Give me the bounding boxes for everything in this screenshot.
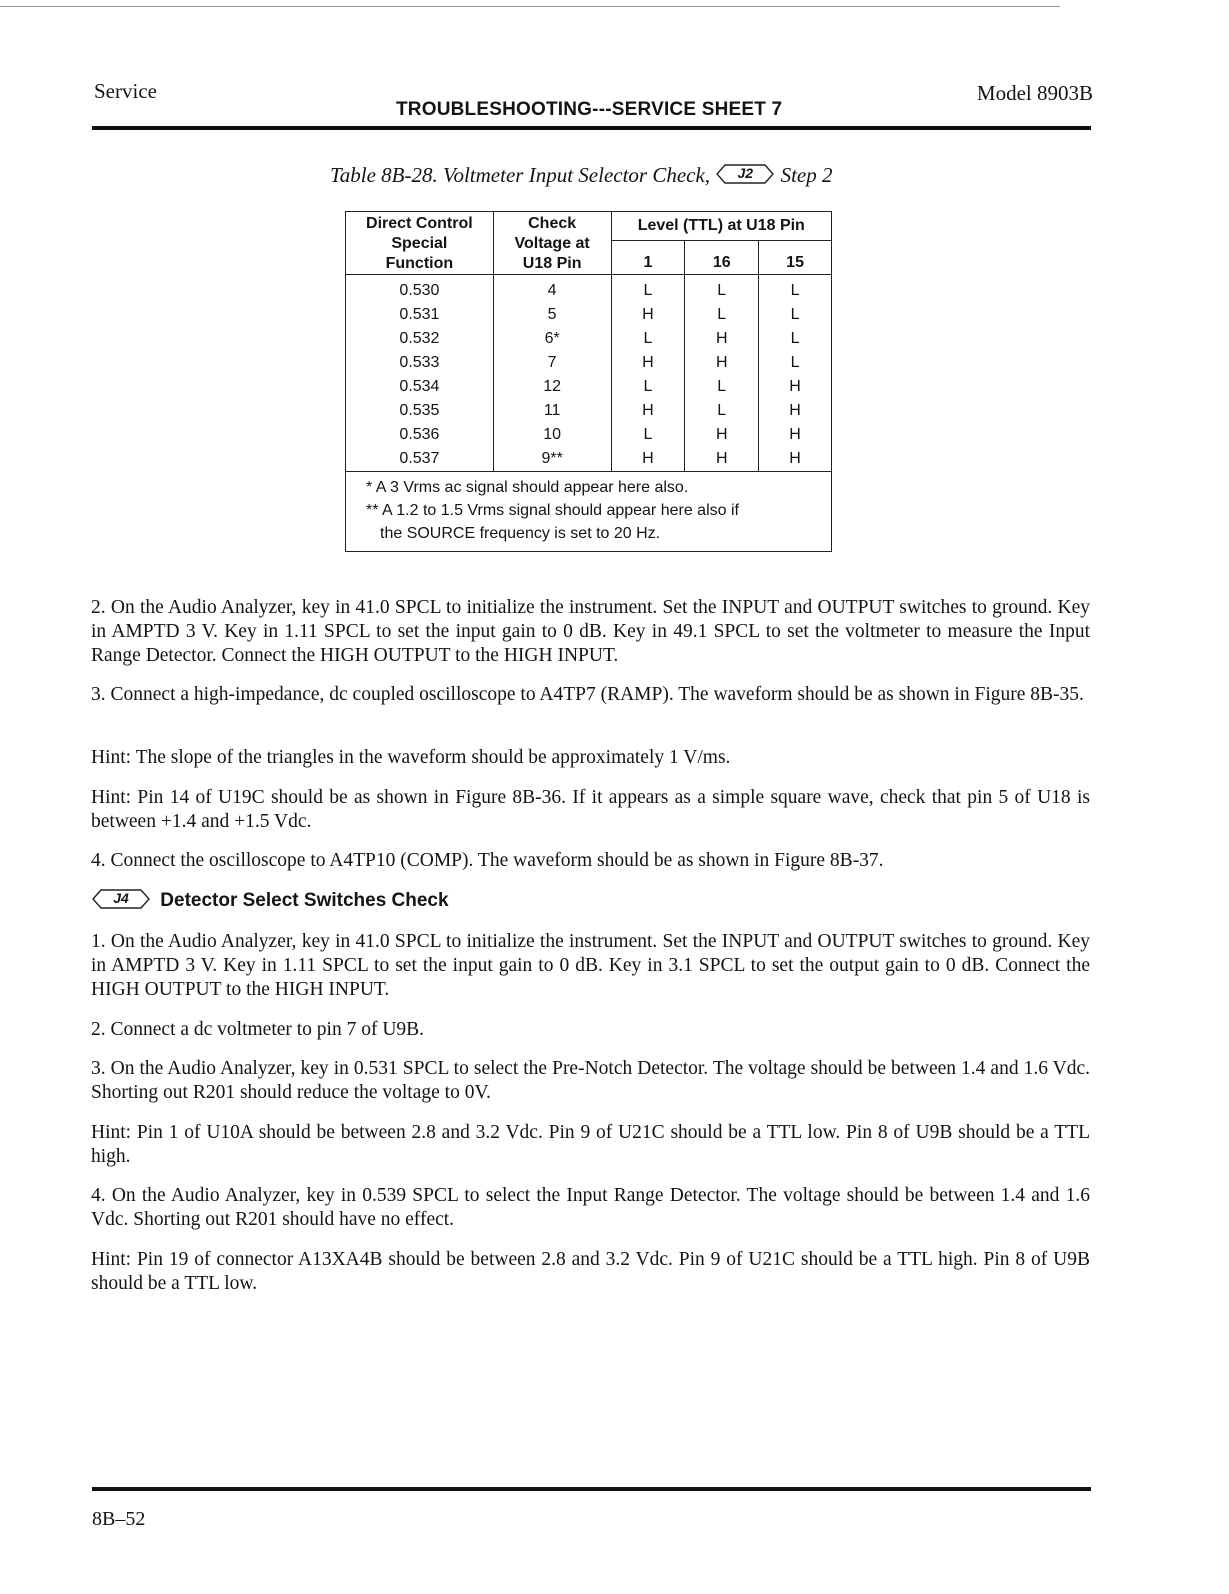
cell-level-16: L xyxy=(685,399,759,423)
cell-level-15: L xyxy=(759,327,832,351)
check-badge-label: J4 xyxy=(113,890,129,906)
cell-level-1: H xyxy=(611,303,685,327)
hint-paragraph: Hint: Pin 14 of U19C should be as shown in Figure 8B-36. If it appears as a simple square wave, check that pin 5 of U18 is between +1.4 and +1.5 Vdc. xyxy=(91,787,1090,832)
header-title: TROUBLESHOOTING---SERVICE SHEET 7 xyxy=(396,99,783,120)
header-model: Model 8903B xyxy=(976,81,1093,105)
cell-pin: 9** xyxy=(493,447,611,472)
col-header-pin-line1: Check xyxy=(528,215,577,232)
cell-pin: 5 xyxy=(493,303,611,327)
cell-level-16: L xyxy=(685,303,759,327)
cell-level-15: H xyxy=(759,375,832,399)
table-row xyxy=(346,275,832,304)
cell-pin: 11 xyxy=(493,399,611,423)
cell-level-1: L xyxy=(611,375,685,399)
cell-level-16: H xyxy=(685,351,759,375)
check-badge-icon xyxy=(91,888,151,910)
cell-level-16: H xyxy=(685,423,759,447)
header-section: Service xyxy=(94,79,157,103)
col-header-function-line3: Function xyxy=(385,255,454,272)
cell-level-1: L xyxy=(611,327,685,351)
table-row xyxy=(346,327,832,351)
col-header-level: Level (TTL) at U18 Pin xyxy=(611,212,831,241)
step-paragraph: 3. Connect a high-impedance, dc coupled oscilloscope to A4TP7 (RAMP). The waveform should be as shown in Figure 8B-35. xyxy=(91,684,1084,705)
cell-level-1: H xyxy=(611,351,685,375)
col-header-pin-line3: U18 Pin xyxy=(522,255,582,272)
cell-level-1: L xyxy=(611,275,685,304)
cell-level-15: L xyxy=(759,275,832,304)
page-number: 8B–52 xyxy=(92,1508,146,1530)
hint-paragraph: Hint: Pin 19 of connector A13XA4B should be between 2.8 and 3.2 Vdc. Pin 9 of U21C should be a TTL high. Pin 8 of U9B should be a TTL low. xyxy=(91,1249,1090,1294)
hint-paragraph: Hint: The slope of the triangles in the waveform should be approximately 1 V/ms. xyxy=(91,747,731,768)
col-header-pin-15: 15 xyxy=(759,241,832,275)
col-header-pin xyxy=(493,212,611,275)
footnote-2: ** A 1.2 to 1.5 Vrms signal should appear here also if xyxy=(366,502,739,519)
caption-text: Table 8B-28. Voltmeter Input Selector Check, xyxy=(330,163,711,187)
table-row xyxy=(346,351,832,375)
step-paragraph: 1. On the Audio Analyzer, key in 41.0 SPCL to initialize the instrument. Set the INPUT and OUTPUT switches to ground. Key in AMPTD 3 V. Key in 1.11 SPCL to set the input gain to 0 dB. Key in 3.1 SPCL to set the output gain to 0 dB. Connect the HIGH OUTPUT to the HIGH INPUT. xyxy=(91,931,1090,1000)
section-heading xyxy=(91,888,449,912)
table-row xyxy=(346,399,832,423)
step-paragraph: 3. On the Audio Analyzer, key in 0.531 SPCL to select the Pre-Notch Detector. The voltage should be between 1.4 and 1.6 Vdc. Shorting out R201 should reduce the voltage to 0V. xyxy=(91,1058,1090,1103)
cell-level-16: H xyxy=(685,327,759,351)
cell-function: 0.533 xyxy=(346,351,494,375)
caption-step: Step 2 xyxy=(780,163,833,187)
cell-level-15: L xyxy=(759,351,832,375)
col-header-pin-16: 16 xyxy=(685,241,759,275)
table-row xyxy=(346,447,832,472)
footnote-1: * A 3 Vrms ac signal should appear here also. xyxy=(366,479,689,496)
col-header-pin-line2: Voltage at xyxy=(514,235,590,252)
col-header-function-line1: Direct Control xyxy=(366,215,473,232)
step-badge-icon xyxy=(715,163,775,185)
cell-pin: 6* xyxy=(493,327,611,351)
cell-function: 0.532 xyxy=(346,327,494,351)
cell-level-16: H xyxy=(685,447,759,472)
cell-pin: 10 xyxy=(493,423,611,447)
cell-level-15: H xyxy=(759,399,832,423)
cell-function: 0.531 xyxy=(346,303,494,327)
cell-function: 0.535 xyxy=(346,399,494,423)
table-row xyxy=(346,423,832,447)
cell-level-15: H xyxy=(759,447,832,472)
col-header-function xyxy=(346,212,494,275)
header-rule xyxy=(92,126,1091,130)
table-footnotes xyxy=(346,472,832,552)
step-paragraph: 4. On the Audio Analyzer, key in 0.539 SPCL to select the Input Range Detector. The voltage should be between 1.4 and 1.6 Vdc. Shorting out R201 should have no effect. xyxy=(91,1185,1090,1230)
table-header-row xyxy=(346,212,832,241)
step-paragraph: 4. Connect the oscilloscope to A4TP10 (COMP). The waveform should be as shown in Figure 8B-37. xyxy=(91,850,884,871)
cell-level-15: H xyxy=(759,423,832,447)
table-row xyxy=(346,303,832,327)
table-row xyxy=(346,375,832,399)
col-header-function-line2: Special xyxy=(391,235,448,252)
cell-pin: 7 xyxy=(493,351,611,375)
cell-pin: 4 xyxy=(493,275,611,304)
cell-level-16: L xyxy=(685,375,759,399)
hint-paragraph: Hint: Pin 1 of U10A should be between 2.8 and 3.2 Vdc. Pin 9 of U21C should be a TTL low. Pin 8 of U9B should be a TTL high. xyxy=(91,1122,1090,1167)
cell-level-16: L xyxy=(685,275,759,304)
cell-level-1: H xyxy=(611,447,685,472)
footnote-2-cont: the SOURCE frequency is set to 20 Hz. xyxy=(380,525,661,542)
cell-function: 0.530 xyxy=(346,275,494,304)
table-caption xyxy=(330,163,832,188)
section-title: Detector Select Switches Check xyxy=(160,890,449,911)
cell-pin: 12 xyxy=(493,375,611,399)
cell-level-1: H xyxy=(611,399,685,423)
step-badge-label: J2 xyxy=(737,165,754,181)
col-header-pin-1: 1 xyxy=(611,241,685,275)
cell-function: 0.536 xyxy=(346,423,494,447)
step-paragraph: 2. On the Audio Analyzer, key in 41.0 SPCL to initialize the instrument. Set the INPUT and OUTPUT switches to ground. Key in AMPTD 3 V. Key in 1.11 SPCL to set the input gain to 0 dB. Key in 49.1 SPCL to set the voltmeter to measure the Input Range Detector. Connect the HIGH OUTPUT to the HIGH INPUT. xyxy=(91,597,1090,666)
footer-rule xyxy=(92,1487,1091,1491)
cell-level-15: L xyxy=(759,303,832,327)
cell-level-1: L xyxy=(611,423,685,447)
cell-function: 0.534 xyxy=(346,375,494,399)
step-paragraph: 2. Connect a dc voltmeter to pin 7 of U9B. xyxy=(91,1019,425,1040)
voltmeter-selector-table xyxy=(345,211,832,552)
cell-function: 0.537 xyxy=(346,447,494,472)
scan-edge-line xyxy=(0,6,1060,7)
